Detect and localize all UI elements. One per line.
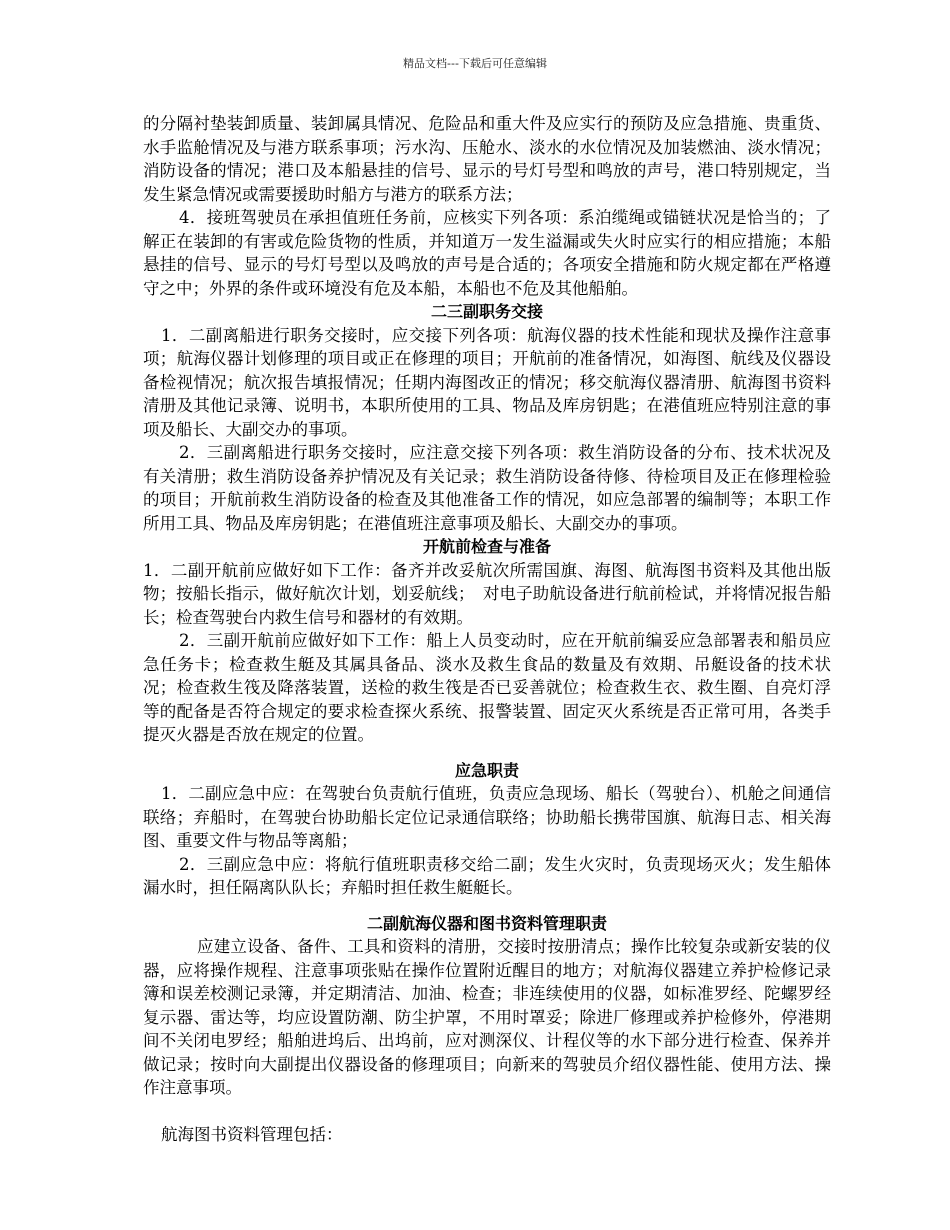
spacer <box>143 1100 831 1123</box>
spacer <box>143 900 831 912</box>
paragraph: 航海图书资料管理包括： <box>161 1124 343 1144</box>
paragraph: 的分隔衬垫装卸质量、装卸属具情况、危险品和重大件及应实行的预防及应急措施、贵重货、水手监舱情况及与港方联系事项；污水沟、压舱水、淡水的水位情况及加装燃油、淡水情况；消防设备的情况；港口及本船悬挂的信号、显示的号灯号型和鸣放的声号，港口特别规定，当发生紧急情况或需要援助时船方与港方的联系方法； <box>143 114 831 204</box>
spacer <box>143 747 831 759</box>
page-header: 精品文档---下载后可任意编辑 <box>403 57 547 70</box>
paragraph: 1．二副应急中应：在驾驶台负责航行值班，负责应急现场、船长（驾驶台）、机舱之间通信联络；弃船时，在驾驶台协助船长定位记录通信联络；协助船长携带国旗、航海日志、相关海图、重要文件与物品等离船； <box>143 784 831 850</box>
section-heading: 二三副职务交接 <box>430 302 543 321</box>
paragraph: 4．接班驾驶员在承担值班任务前，应核实下列各项：系泊缆绳或锚链状况是恰当的；了解正在装卸的有害或危险货物的性质，并知道万一发生溢漏或失火时应实行的相应措施；本船悬挂的信号、显示的号灯号型以及鸣放的声号是合适的；各项安全措施和防火规定都在严格遵守之中；外界的条件或环境没有危及本船，本船也不危及其他船舶。 <box>143 208 831 298</box>
paragraph: 1．二副离船进行职务交接时，应交接下列各项：航海仪器的技术性能和现状及操作注意事项；航海仪器计划修理的项目或正在修理的项目；开航前的准备情况，如海图、航线及仪器设备检视情况；航次报告填报情况；任期内海图改正的情况；移交航海仪器清册、航海图书资料清册及其他记录簿、说明书，本职所使用的工具、物品及库房钥匙；在港值班应特别注意的事项及船长、大副交办的事项。 <box>143 325 831 439</box>
paragraph: 2．三副离船进行职务交接时，应注意交接下列各项：救生消防设备的分布、技术状况及有关清册；救生消防设备养护情况及有关记录；救生消防设备待修、待检项目及正在修理检验的项目；开航前救生消防设备的检查及其他准备工作的情况，如应急部署的编制等；本职工作所用工具、物品及库房钥匙；在港值班注意事项及船长、大副交办的事项。 <box>143 443 831 533</box>
document-body <box>143 112 831 1146</box>
section-heading: 二副航海仪器和图书资料管理职责 <box>366 913 607 933</box>
paragraph: 1．二副开航前应做好如下工作：备齐并改妥航次所需国旗、海图、航海图书资料及其他出版物；按船长指示，做好航次计划，划妥航线； 对电子助航设备进行航前检试，并将情况报告船长；检查驾驶台内救生信号和器材的有效期。 <box>143 560 831 627</box>
section-heading: 开航前检查与准备 <box>422 537 551 556</box>
paragraph: 应建立设备、备件、工具和资料的清册，交接时按册清点；操作比较复杂或新安装的仪器，应将操作规程、注意事项张贴在操作位置附近醒目的地方；对航海仪器建立养护检修记录簿和误差校测记录簿，并定期清洁、加油、检查；非连续使用的仪器，如标准罗经、陀螺罗经复示器、雷达等，均应设置防潮、防尘护罩，不用时罩妥；除进厂修理或养护检修外，停港期间不关闭电罗经；船舶进坞后、出坞前，应对测深仪、计程仪等的水下部分进行检查、保养并做记录；按时向大副提出仪器设备的修理项目；向新来的驾驶员介绍仪器性能、使用方法、操作注意事项。 <box>143 937 831 1097</box>
section-heading: 应急职责 <box>454 760 519 780</box>
paragraph: 2．三副应急中应：将航行值班职责移交给二副；发生火灾时，负责现场灭火；发生船体漏水时，担任隔离队队长；弃船时担任救生艇艇长。 <box>143 854 831 897</box>
paragraph: 2．三副开航前应做好如下工作：船上人员变动时，应在开航前编妥应急部署表和船员应急任务卡；检查救生艇及其属具备品、淡水及救生食品的数量及有效期、吊艇设备的技术状况；检查救生筏及降落装置，送检的救生筏是否已妥善就位；检查救生衣、救生圈、自亮灯浮等的配备是否符合规定的要求检查探火系统、报警装置、固定灭火系统是否正常可用，各类手提灭火器是否放在规定的位置。 <box>143 631 831 744</box>
